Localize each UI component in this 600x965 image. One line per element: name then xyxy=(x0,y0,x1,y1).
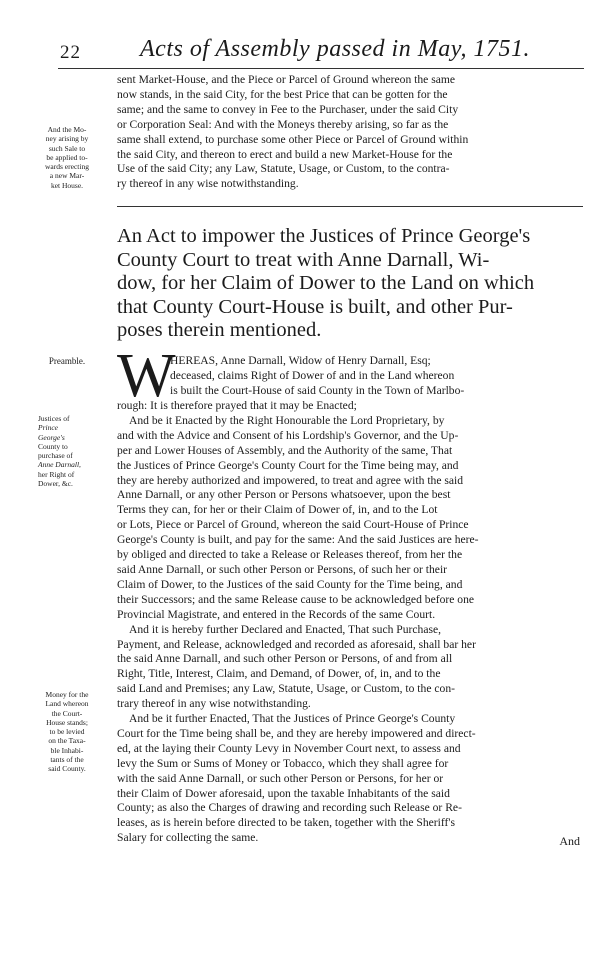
margin-line: Land whereon xyxy=(45,699,89,709)
text-line: Claim of Dower, to the Justices of the said County for the Time being, and xyxy=(117,577,463,591)
margin-line: purchase of xyxy=(38,451,73,461)
margin-line: House stands; xyxy=(46,717,88,727)
margin-line: her Right of xyxy=(38,469,75,479)
text-line: George's County is built, and pay for the same: And the said Justices are here- xyxy=(117,533,479,547)
section-rule xyxy=(117,206,583,207)
text-line: same; and the same to convey in Fee to the Purchaser, under the said City xyxy=(117,102,459,116)
title-line: that County Court-House is built, and other Pur- xyxy=(117,295,513,318)
text-line: HEREAS, Anne Darnall, Widow of Henry Darnall, Esq; xyxy=(170,354,431,367)
margin-line: Money for the xyxy=(45,690,89,699)
text-line: by obliged and directed to take a Release or Releases thereof, from her the xyxy=(117,548,463,562)
text-line: Anne Darnall, or any other Person or Persons whatsoever, upon the best xyxy=(117,488,451,502)
margin-line: to be levied xyxy=(49,727,85,737)
margin-line: ney arising by xyxy=(45,134,89,144)
header-rule xyxy=(58,68,584,69)
margin-line: George's xyxy=(38,432,65,442)
text-line: their Successors; and the same Release cause to be acknowledged before one xyxy=(117,592,475,606)
margin-line: Justices of xyxy=(38,414,70,423)
margin-line: Prince xyxy=(38,423,58,433)
text-line: same shall extend, to purchase some other Piece or Parcel of Ground within xyxy=(117,132,469,146)
text-line: Payment, and Release, acknowledged and recorded as aforesaid, shall bar her xyxy=(117,637,476,651)
text-line: County; as also the Charges of drawing and recording such Release or Re- xyxy=(117,801,462,815)
text-line: deceased, claims Right of Dower of and in the Land whereon xyxy=(170,368,455,382)
act-body xyxy=(117,399,583,846)
margin-line: Dower, &c. xyxy=(38,479,73,489)
title-line: An Act to impower the Justices of Prince George's xyxy=(117,225,531,247)
text-line: rough: It is therefore prayed that it may be Enacted; xyxy=(117,399,357,412)
text-line: And be it Enacted by the Right Honourable the Lord Proprietary, by xyxy=(129,413,445,427)
title-line: dow, for her Claim of Dower to the Land on which xyxy=(117,272,535,294)
text-line: is built the Court-House of said County in the Town of Marlbo- xyxy=(170,383,465,397)
preamble-text xyxy=(170,354,583,399)
margin-line: such Sale to xyxy=(48,143,86,153)
margin-line: County to xyxy=(38,441,68,451)
text-line: Terms they can, for her or their Claim of Dower of, in, and to the Lot xyxy=(117,503,438,517)
text-line: said Anne Darnall, or such other Person or Persons, of such her or their xyxy=(117,562,448,576)
text-line: And it is hereby further Declared and Enacted, That such Purchase, xyxy=(129,622,442,636)
text-line: and with the Advice and Consent of his Lordship's Governor, and the Up- xyxy=(117,428,459,442)
margin-line: ket House. xyxy=(50,180,84,190)
margin-line: tants of the xyxy=(50,755,84,765)
margin-note-moneys xyxy=(28,125,106,190)
margin-note-money xyxy=(28,690,106,774)
margin-line: on the Taxa- xyxy=(48,736,86,746)
text-line: or Corporation Seal: And with the Moneys thereby arising, so far as the xyxy=(117,117,449,131)
text-line: they are hereby authorized and impowered, to treat and agree with the said xyxy=(117,473,464,487)
margin-line: the Court- xyxy=(51,708,83,718)
margin-line: ble Inhabi- xyxy=(50,745,84,755)
drop-cap: W xyxy=(117,342,176,410)
text-line: sent Market-House, and the Piece or Parcel of Ground whereon the same xyxy=(117,73,456,86)
text-line: trary thereof in any wise notwithstanding. xyxy=(117,697,311,711)
text-line: the said Anne Darnall, and such other Person or Persons, of and from all xyxy=(117,652,453,666)
title-line: County Court to treat with Anne Darnall, Wi- xyxy=(117,248,490,271)
text-line: levy the Sum or Sums of Money or Tobacco, which they shall agree for xyxy=(117,756,449,770)
margin-line: wards erecting xyxy=(45,162,89,172)
text-line: And be it further Enacted, That the Justices of Prince George's County xyxy=(129,712,456,726)
margin-line: a new Mar- xyxy=(49,171,85,181)
margin-note-justices xyxy=(38,414,116,488)
act-title xyxy=(117,225,587,343)
text-line: leases, as is herein before directed to be taken, together with the Sheriff's xyxy=(117,816,455,830)
margin-line: be applied to- xyxy=(46,152,88,162)
text-line: said Land and Premises; any Law, Statute, Usage, or Custom, to the con- xyxy=(117,682,455,696)
text-line: with the said Anne Darnall, or such other Person or Persons, for her or xyxy=(117,771,444,785)
margin-note-preamble: Preamble. xyxy=(48,356,86,366)
margin-line: Anne Darnall, xyxy=(38,460,81,470)
page-number: 22 xyxy=(60,42,81,63)
text-line: Use of the said City; any Law, Statute, Usage, or Custom, to the contra- xyxy=(117,162,450,176)
text-line: Right, Title, Interest, Claim, and Demand, of Dower, of, in, and to the xyxy=(117,667,441,681)
text-line: Provincial Magistrate, and entered in the Records of the same Court. xyxy=(117,607,436,621)
text-line: Court for the Time being shall be, and they are hereby impowered and direct- xyxy=(117,726,476,740)
text-line: Salary for collecting the same. xyxy=(117,831,259,845)
preceding-text xyxy=(117,73,583,192)
margin-line: And the Mo- xyxy=(47,125,87,134)
text-line: the Justices of Prince George's County Court for the Time being may, and xyxy=(117,458,459,472)
margin-line: said County. xyxy=(48,764,86,774)
text-line: their Claim of Dower aforesaid, upon the taxable Inhabitants of the said xyxy=(117,786,450,800)
running-title: Acts of Assembly passed in May, 1751. xyxy=(140,36,531,62)
catchword: And xyxy=(559,834,580,848)
text-line: per and Lower Houses of Assembly, and the Authority of the same, That xyxy=(117,443,453,457)
text-line: ed, at the laying their County Levy in November Court next, to assess and xyxy=(117,741,461,755)
text-line: the said City, and thereon to erect and build a new Market-House for the xyxy=(117,147,453,161)
text-line: now stands, in the said City, for the best Price that can be gotten for the xyxy=(117,87,448,101)
text-line: ry thereof in any wise notwithstanding. xyxy=(117,177,299,191)
title-line: poses therein mentioned. xyxy=(117,319,322,341)
text-line: or Lots, Piece or Parcel of Ground, whereon the said Court-House of Prince xyxy=(117,518,469,532)
